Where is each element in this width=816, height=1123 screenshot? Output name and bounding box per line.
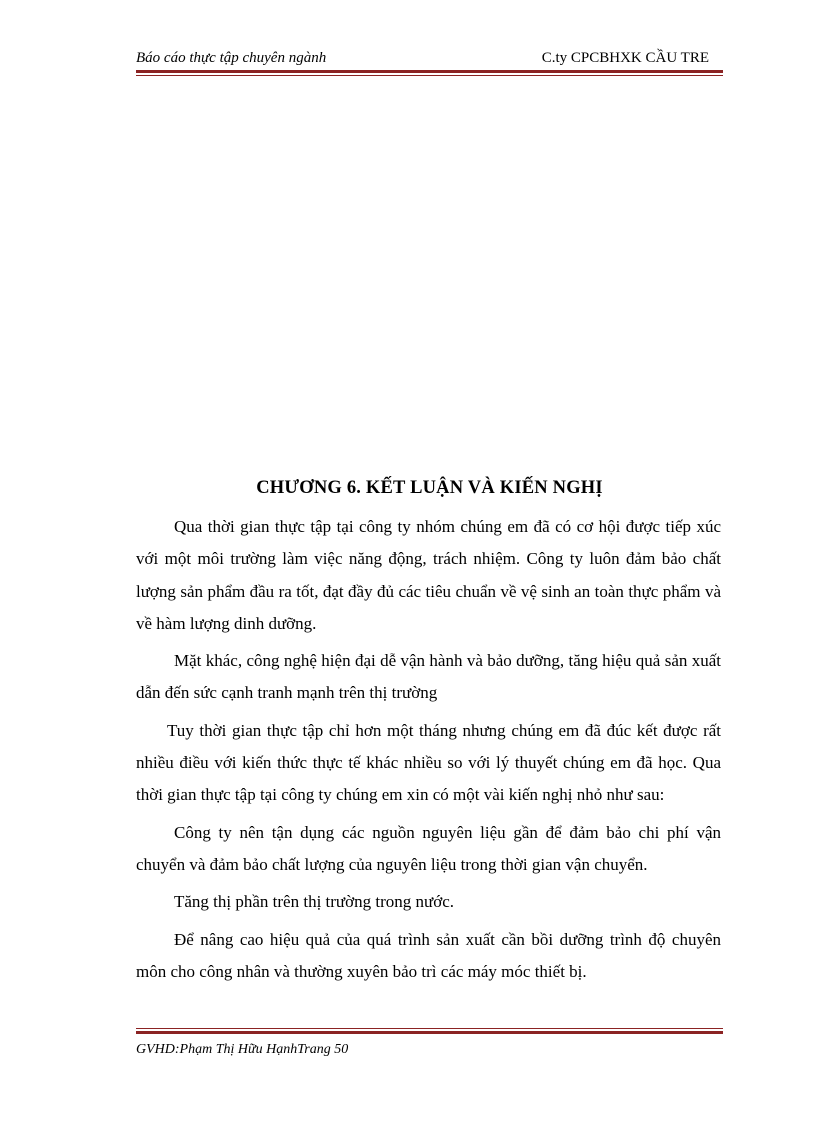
- page-header: [136, 50, 723, 70]
- paragraph-recommendation-materials: Công ty nên tận dụng các nguồn nguyên liệu gần để đảm bảo chi phí vận chuyển và đảm bảo chất lượng của nguyên liệu trong thời gian vận chuyển.: [136, 822, 721, 874]
- footer-rule-thick: [136, 1031, 723, 1034]
- paragraph-recommendation-market: Tăng thị phần trên thị trường trong nước.: [174, 892, 455, 912]
- chapter-body: [136, 511, 721, 988]
- chapter-title: CHƯƠNG 6. KẾT LUẬN VÀ KIẾN NGHỊ: [256, 478, 603, 498]
- footer-rule-thin: [136, 1028, 723, 1029]
- page-footer: GVHD:Phạm Thị Hữu HạnhTrang 50: [136, 1042, 349, 1057]
- header-rule-thin: [136, 75, 723, 76]
- header-company-name: C.ty CPCBHXK CẦU TRE: [541, 50, 709, 66]
- paragraph-intro: Qua thời gian thực tập tại công ty nhóm chúng em đã có cơ hội được tiếp xúc với một môi trường làm việc năng động, trách nhiệm. Công ty luôn đảm bảo chất lượng sản phẩm đầu ra tốt, đạt đầy đủ các tiêu chuẩn về vệ sinh an toàn thực phẩm và về hàm lượng dinh dưỡng.: [136, 517, 721, 633]
- paragraph-internship-summary: Tuy thời gian thực tập chỉ hơn một tháng nhưng chúng em đã đúc kết được rất nhiều điều với kiến thức thực tế khác nhiều so với lý thuyết chúng em đã học. Qua thời gian thực tập tại công ty chúng em xin có một vài kiến nghị nhỏ như sau:: [136, 720, 721, 805]
- paragraph-recommendation-training: Để nâng cao hiệu quả của quá trình sản xuất cần bồi dưỡng trình độ chuyên môn cho công nhân và thường xuyên bảo trì các máy móc thiết bị.: [136, 929, 721, 981]
- paragraph-technology: Mặt khác, công nghệ hiện đại dễ vận hành và bảo dưỡng, tăng hiệu quả sản xuất dẫn đến sức cạnh tranh mạnh trên thị trường: [136, 651, 721, 703]
- header-report-title: Báo cáo thực tập chuyên ngành: [136, 50, 327, 66]
- header-rule-thick: [136, 70, 723, 73]
